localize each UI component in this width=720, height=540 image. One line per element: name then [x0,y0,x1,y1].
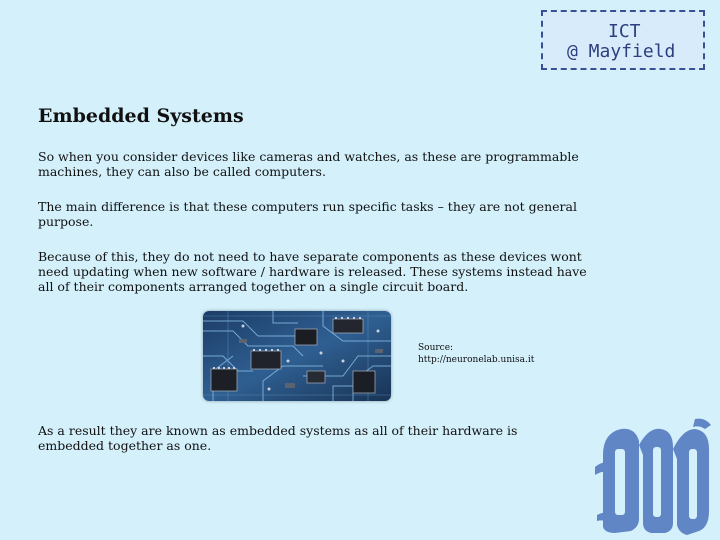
paragraph-single-circuit-board: Because of this, they do not need to have separate components as these devices wont need updating when new software / hardware is released. These systems instead have all of their components arranged together on a single circuit board. [38,249,587,294]
paragraph-specific-tasks: The main difference is that these computers run specific tasks – they are not general purpose. [38,199,577,229]
ict-mayfield-logo [541,10,705,70]
circuit-board-image [203,311,391,401]
logo-line-mayfield: @ Mayfield [567,41,676,62]
gothic-m-monogram [595,415,715,535]
image-source-label: Source: [418,343,454,353]
paragraph-embedded-together: As a result they are known as embedded systems as all of their hardware is embedded together as one. [38,423,518,453]
paragraph-programmable-devices: So when you consider devices like cameras and watches, as these are programmable machines, they can also be called computers. [38,149,579,179]
image-source-url: http://neuronelab.unisa.it [418,355,535,365]
logo-line-ict: ICT [608,21,641,42]
slide-title: Embedded Systems [38,105,244,127]
image-source-credit [418,342,534,366]
